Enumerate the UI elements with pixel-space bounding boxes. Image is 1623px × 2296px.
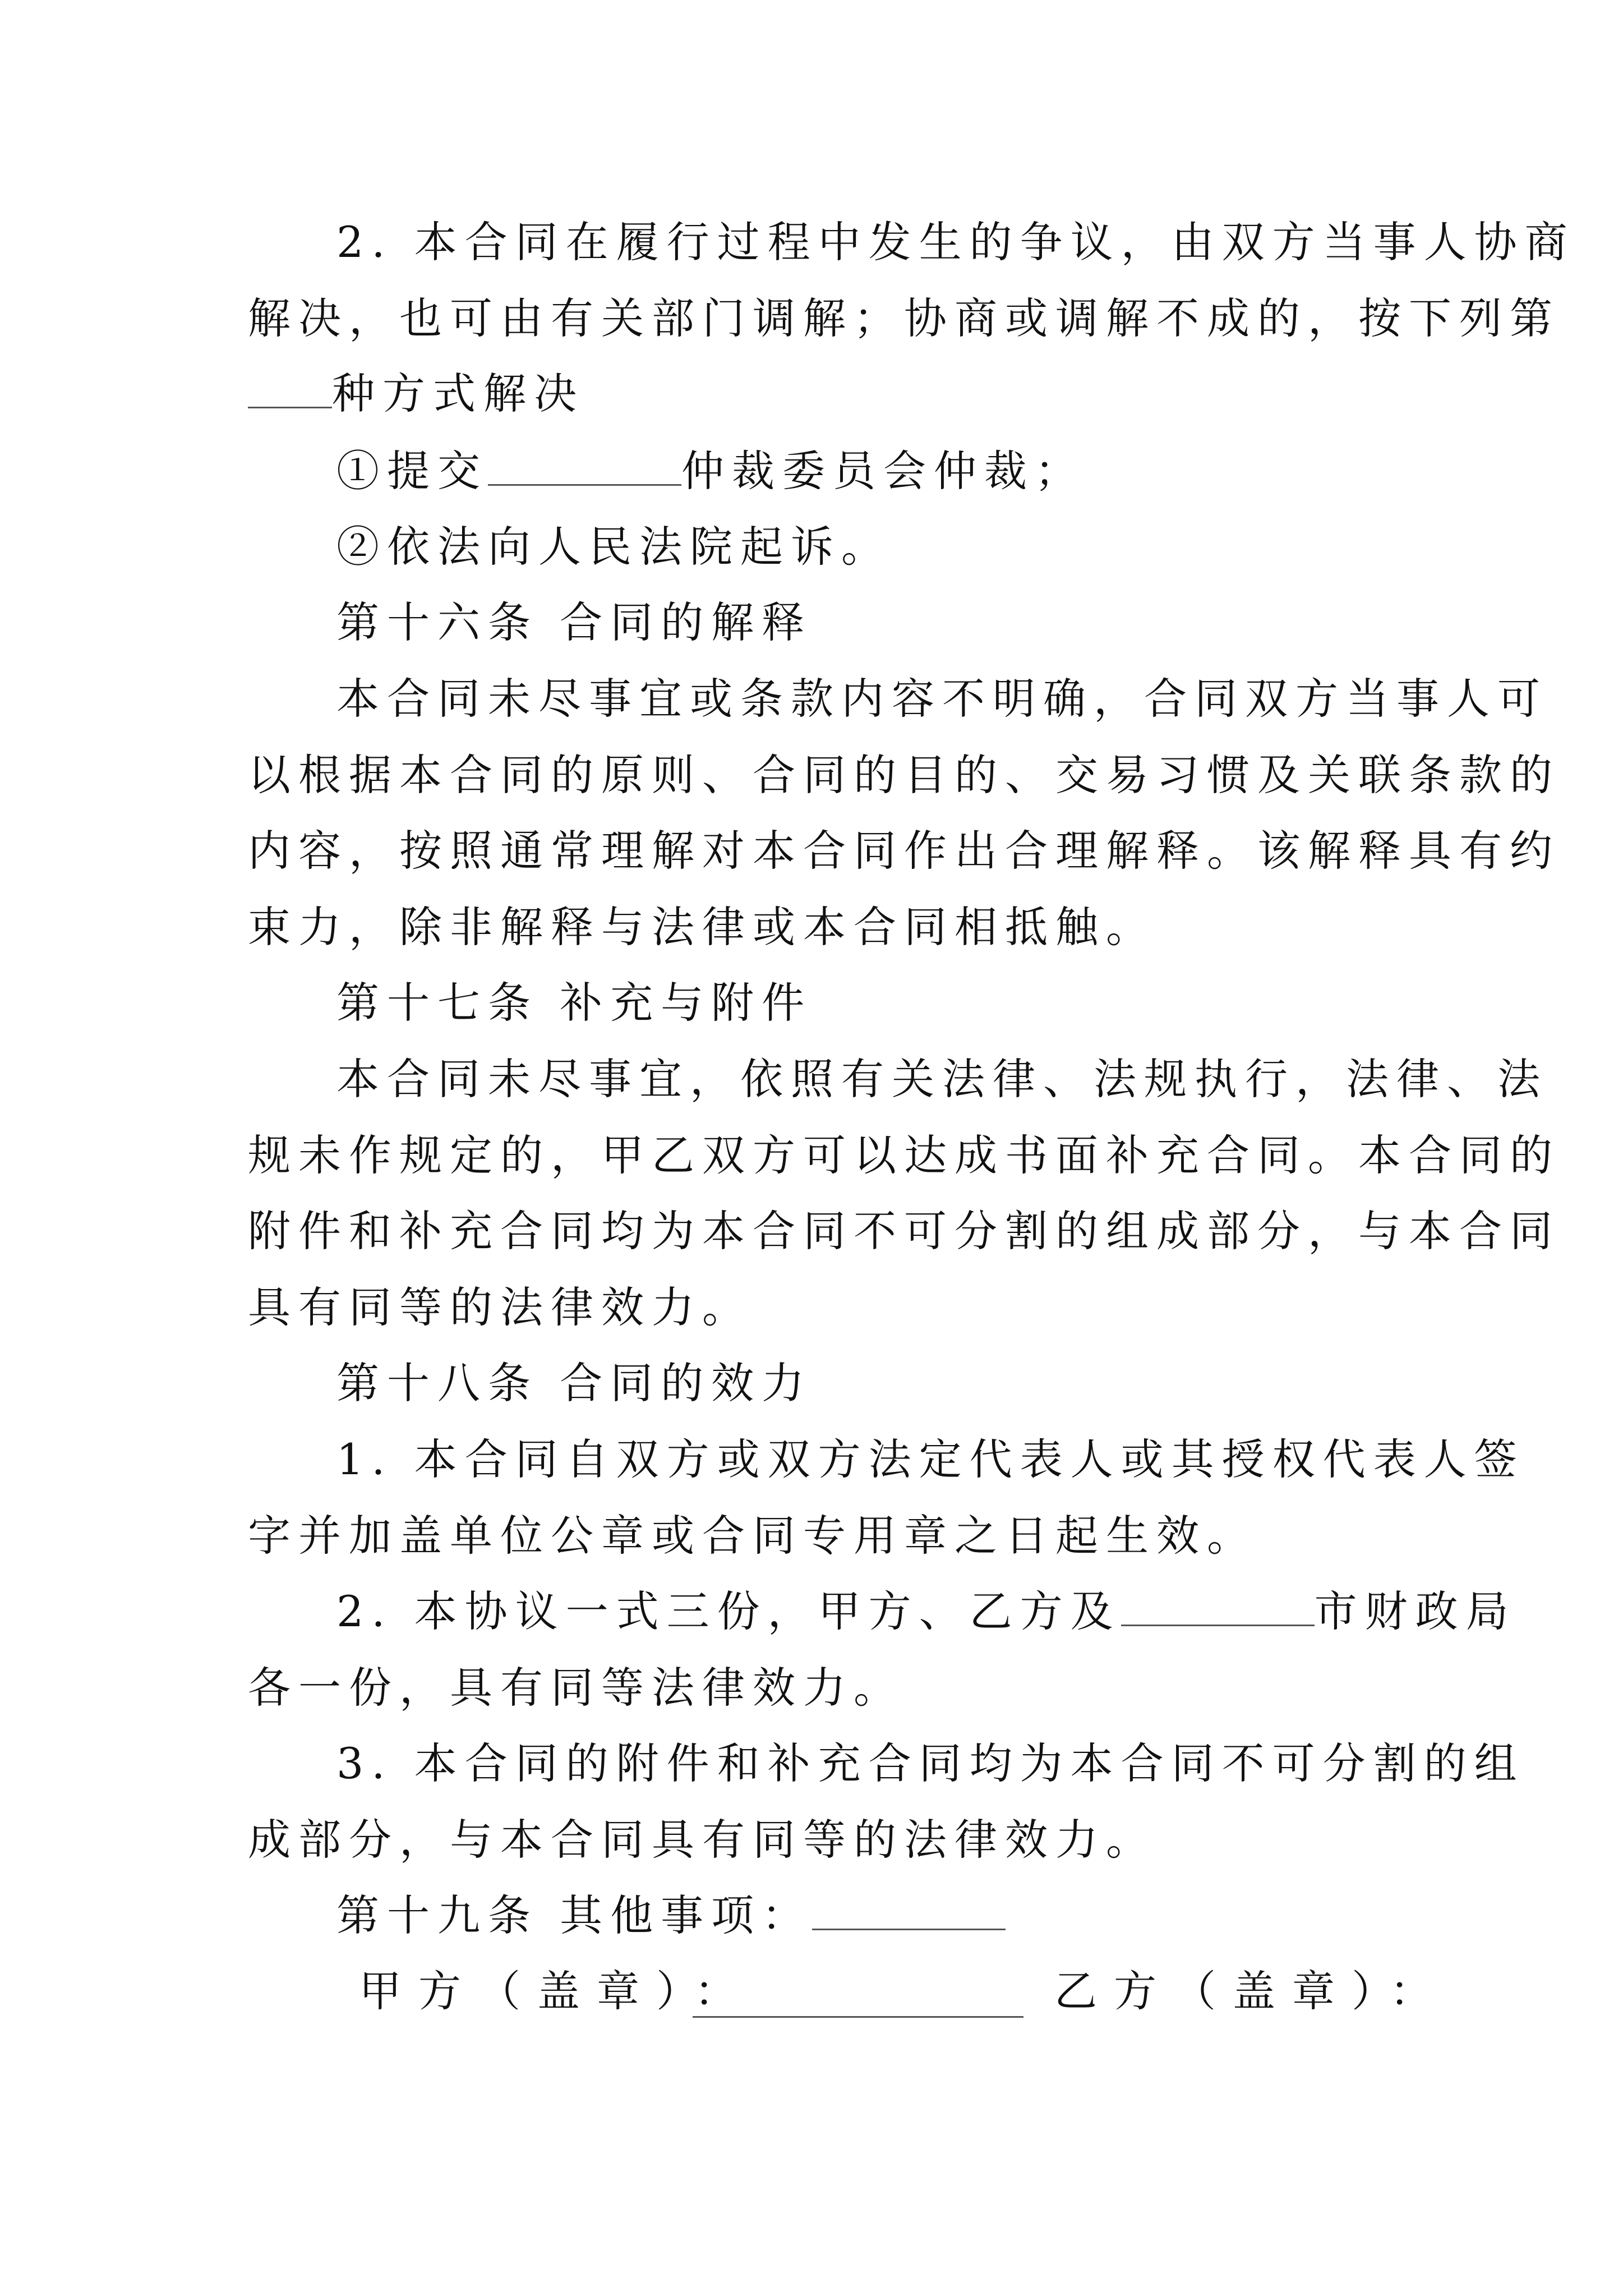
clause-15-2-line-2: 解决，也可由有关部门调解；协商或调解不成的，按下列第	[248, 293, 1560, 343]
article-17-line-1: 本合同未尽事宜，依照有关法律、法规执行，法律、法	[336, 1054, 1548, 1104]
article-17-line-3: 附件和补充合同均为本合同不可分割的组成部分，与本合同	[248, 1206, 1560, 1256]
article-18-item-2-line-1: 2. 本协议一式三份，甲方、乙方及 市财政局	[336, 1586, 1516, 1636]
option-arbitration: ①提交 仲裁委员会仲裁；	[336, 446, 1085, 496]
article-18-item-2-line-2: 各一份，具有同等法律效力。	[248, 1663, 904, 1713]
article-16-heading: 第十六条 合同的解释	[336, 597, 813, 647]
article-18-item-3-line-1: 3. 本合同的附件和补充合同均为本合同不可分割的组	[336, 1738, 1525, 1788]
other-matters-blank	[812, 1895, 1006, 1930]
party-a-seal-blank	[693, 1982, 1023, 2018]
clause-15-2-line-3: 种方式解决	[248, 366, 1392, 422]
article-17-heading: 第十七条 补充与附件	[336, 978, 813, 1028]
article-18-item-3-line-2: 成部分，与本合同具有同等的法律效力。	[248, 1815, 1156, 1865]
article-17-line-2: 规未作规定的，甲乙双方可以达成书面补充合同。本合同的	[248, 1130, 1560, 1180]
clause-15-2-line-1: 2. 本合同在履行过程中发生的争议，由双方当事人协商	[336, 217, 1575, 267]
article-19-line: 第十九条 其他事项：	[336, 1888, 1391, 1944]
article-16-line-4: 束力，除非解释与法律或本合同相抵触。	[248, 902, 1156, 952]
party-b-seal-label: 乙方（盖章）：	[1054, 1966, 1449, 2016]
article-16-line-1: 本合同未尽事宜或条款内容不明确，合同双方当事人可	[336, 674, 1548, 724]
method-number-blank	[248, 373, 332, 408]
article-18-item-1-line-1: 1. 本合同自双方或双方法定代表人或其授权代表人签	[336, 1434, 1525, 1484]
article-16-line-2: 以根据本合同的原则、合同的目的、交易习惯及关联条款的	[248, 750, 1560, 800]
article-17-line-4: 具有同等的法律效力。	[248, 1282, 753, 1332]
arbitration-commission-blank	[488, 450, 681, 486]
article-18-heading: 第十八条 合同的效力	[336, 1358, 813, 1408]
party-a-seal-label: 甲方（盖章）：	[359, 1966, 754, 2016]
option-lawsuit: ②依法向人民法院起诉。	[336, 522, 892, 572]
article-16-line-3: 内容，按照通常理解对本合同作出合理解释。该解释具有约	[248, 826, 1560, 876]
article-18-item-1-line-2: 字并加盖单位公章或合同专用章之日起生效。	[248, 1511, 1257, 1561]
city-blank	[1121, 1591, 1315, 1626]
